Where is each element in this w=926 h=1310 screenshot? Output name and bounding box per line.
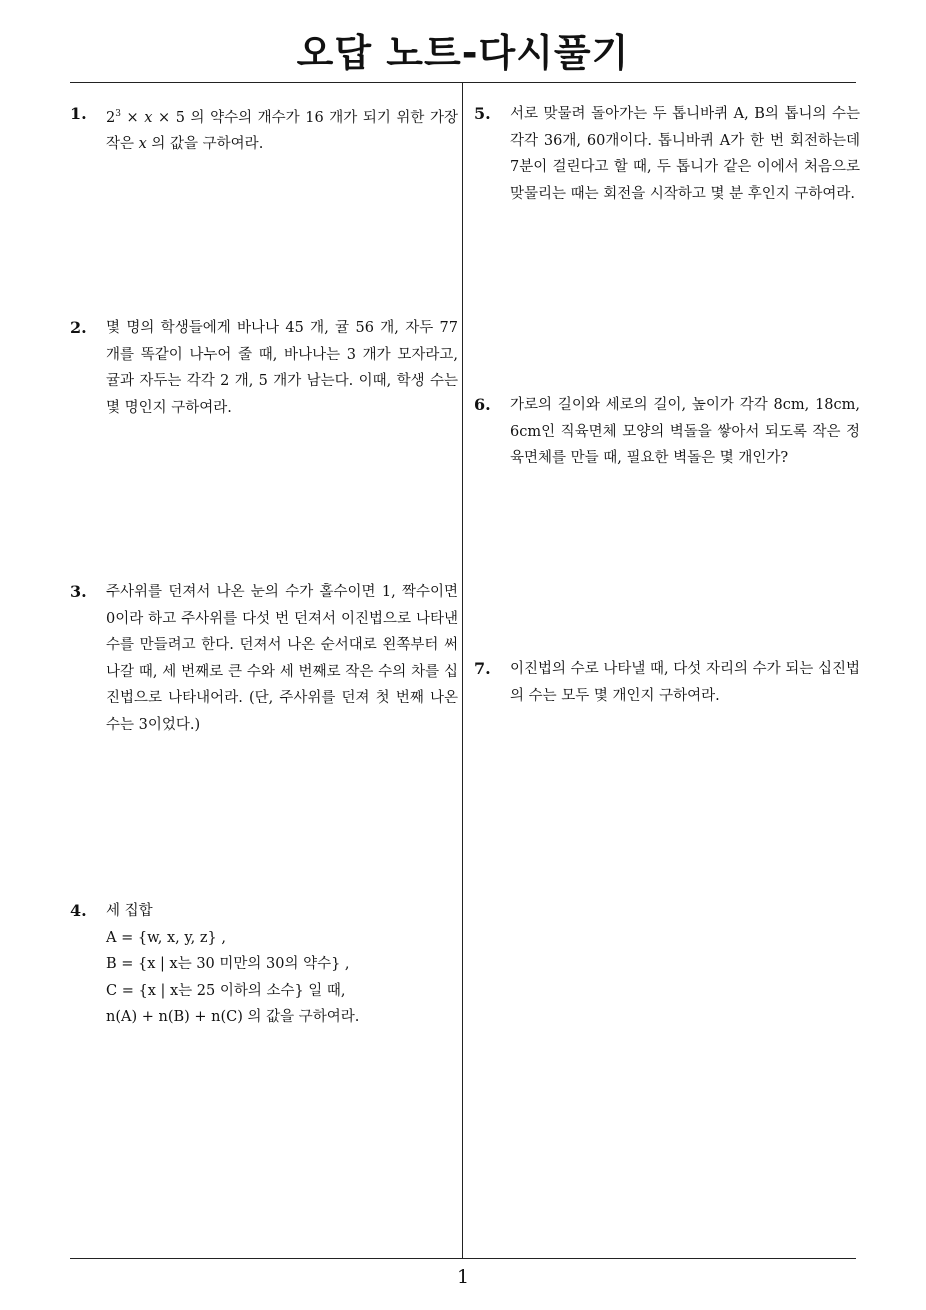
problem-number: 5. bbox=[474, 104, 491, 123]
question-line: n(A) + n(B) + n(C) 의 값을 구하여라. bbox=[106, 1009, 360, 1025]
footer-rule bbox=[70, 1258, 856, 1259]
page-title: 오답 노트-다시풀기 bbox=[296, 31, 630, 75]
problem-number: 3. bbox=[70, 582, 87, 601]
problem-number: 6. bbox=[474, 395, 491, 414]
problem-number: 7. bbox=[474, 659, 491, 678]
problem-text: 몇 명의 학생들에게 바나나 45 개, 귤 56 개, 자두 77 개를 똑같이 나누어 줄 때, 바나나는 3 개가 모자라고, 귤과 자두는 각각 2 개, 5 개가 남는다. 이때, 학생 수는 몇 명인지 구하여라. bbox=[106, 320, 458, 416]
page-number: 1 bbox=[456, 1266, 470, 1288]
set-b-line: B = {x | x는 30 미만의 30의 약수} , bbox=[106, 956, 350, 972]
problem-text: 주사위를 던져서 나온 눈의 수가 홀수이면 1, 짝수이면 0이라 하고 주사위를 다섯 번 던져서 이진법으로 나타낸 수를 만들려고 한다. 던져서 나온 순서대로 왼쪽부터 써 나갈 때, 세 번째로 큰 수와 세 번째로 작은 수의 차를 십진법으로 나타내어라. (단, 주사위를 던져 첫 번째 나온 수는 3이었다.) bbox=[106, 584, 458, 733]
problem-text: 서로 맞물려 돌아가는 두 톱니바퀴 A, B의 톱니의 수는 각각 36개, 60개이다. 톱니바퀴 A가 한 번 회전하는데 7분이 걸린다고 할 때, 두 톱니가 같은 이에서 처음으로 맞물리는 때는 회전을 시작하고 몇 분 후인지 구하여라. bbox=[510, 106, 860, 202]
problem-number: 4. bbox=[70, 901, 87, 920]
column-divider bbox=[462, 83, 463, 1258]
set-c-line: C = {x | x는 25 이하의 소수} 일 때, bbox=[106, 982, 346, 999]
problem-intro: 세 집합 bbox=[106, 903, 153, 919]
problem-number: 1. bbox=[70, 104, 87, 123]
problem-text: 가로의 길이와 세로의 길이, 높이가 각각 8cm, 18cm, 6cm인 직육면체 모양의 벽돌을 쌓아서 되도록 작은 정육면체를 만들 때, 필요한 벽돌은 몇 개인가? bbox=[510, 397, 860, 466]
problem-text: $2^3 \times x \times 5$ 의 약수의 개수가 16 개가 되기 위한 가장 작은 x 의 값을 구하여라. bbox=[106, 109, 458, 153]
problem-number: 2. bbox=[70, 318, 87, 337]
set-a-line: A = {w, x, y, z} , bbox=[106, 929, 226, 946]
problem-text: 이진법의 수로 나타낼 때, 다섯 자리의 수가 되는 십진법의 수는 모두 몇 개인지 구하여라. bbox=[510, 661, 860, 704]
problem-text bbox=[106, 898, 458, 1031]
header-rule bbox=[70, 82, 856, 83]
